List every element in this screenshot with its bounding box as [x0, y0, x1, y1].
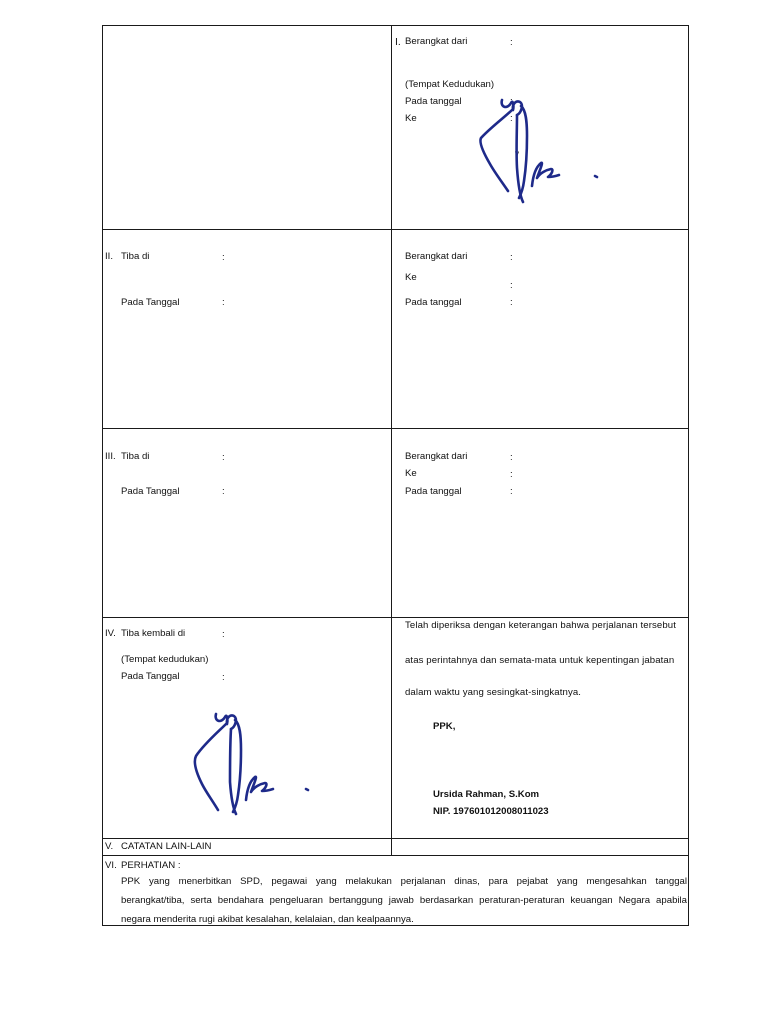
section-2-numeral: II. — [105, 251, 113, 262]
berangkat-dari-label: Berangkat dari — [405, 36, 468, 47]
perhatian-line-3: negara menderita rugi akibat kesalahan, kelalaian, dan kealpaannya. — [121, 914, 414, 925]
check-mark: v — [515, 149, 519, 158]
ke-colon: : — [510, 469, 513, 480]
ke-colon: : — [510, 113, 513, 124]
pada-tanggal-label: Pada Tanggal — [121, 671, 180, 682]
official-nip: NIP. 197601012008011023 — [433, 806, 549, 817]
statement-line-1: Telah diperiksa dengan keterangan bahwa perjalanan tersebut — [405, 620, 676, 631]
tempat-kedudukan-label: (Tempat kedudukan) — [121, 654, 209, 665]
statement-line-2: atas perintahnya dan semata-mata untuk kepentingan jabatan — [405, 655, 675, 666]
berangkat-dari-label: Berangkat dari — [405, 451, 468, 462]
tiba-di-label: Tiba di — [121, 251, 150, 262]
section-4-numeral: IV. — [105, 628, 116, 639]
row-divider-4 — [102, 838, 689, 839]
tiba-di-label: Tiba di — [121, 451, 150, 462]
pada-tanggal-colon: : — [510, 96, 513, 107]
table-border-left — [102, 25, 103, 926]
table-border-right — [688, 25, 689, 926]
section-1-numeral: I. — [395, 36, 401, 48]
pada-tanggal-colon: : — [222, 297, 225, 308]
official-name: Ursida Rahman, S.Kom — [433, 789, 540, 800]
statement-line-3: dalam waktu yang sesingkat-singkatnya. — [405, 687, 582, 698]
pada-tanggal-right-label: Pada tanggal — [405, 297, 462, 308]
perhatian-line-1: PPK yang menerbitkan SPD, pegawai yang melakukan perjalanan dinas, para pejabat yang mengesahkan tanggal — [121, 876, 687, 887]
ke-label: Ke — [405, 113, 417, 124]
ke-label: Ke — [405, 468, 417, 479]
section-3-numeral: III. — [105, 451, 116, 462]
ke-label: Ke — [405, 272, 417, 283]
row-divider-3 — [102, 617, 689, 618]
row-divider-2 — [102, 428, 689, 429]
berangkat-dari-colon: : — [510, 452, 513, 463]
perhatian-title: PERHATIAN : — [121, 860, 181, 871]
ppk-label: PPK, — [433, 721, 456, 732]
row-divider-5 — [102, 855, 689, 856]
tiba-di-colon: : — [222, 252, 225, 263]
signature-image — [186, 706, 316, 824]
tiba-di-colon: : — [222, 452, 225, 463]
column-divider — [391, 25, 392, 856]
pada-tanggal-right-label: Pada tanggal — [405, 486, 462, 497]
berangkat-dari-label: Berangkat dari — [405, 251, 468, 262]
section-6-numeral: VI. — [105, 860, 117, 871]
pada-tanggal-label: Pada tanggal — [405, 96, 462, 107]
row-divider-1 — [102, 229, 689, 230]
catatan-title: CATATAN LAIN-LAIN — [121, 841, 212, 852]
pada-tanggal-right-colon: : — [510, 297, 513, 308]
pada-tanggal-right-colon: : — [510, 486, 513, 497]
table-border-top — [102, 25, 689, 26]
signature-image — [476, 96, 606, 206]
pada-tanggal-colon: : — [222, 672, 225, 683]
tiba-kembali-di-colon: : — [222, 629, 225, 640]
perhatian-text — [121, 872, 687, 929]
berangkat-dari-colon: : — [510, 252, 513, 263]
pada-tanggal-label: Pada Tanggal — [121, 297, 180, 308]
pada-tanggal-label: Pada Tanggal — [121, 486, 180, 497]
section-5-numeral: V. — [105, 841, 114, 852]
pada-tanggal-colon: : — [222, 486, 225, 497]
tempat-kedudukan-label: (Tempat Kedudukan) — [405, 79, 495, 90]
perhatian-line-2: berangkat/tiba, serta bendahara pengeluaran bertanggung jawab berdasarkan peraturan-peraturan keuangan Negara apabila — [121, 895, 687, 906]
berangkat-dari-colon: : — [510, 37, 513, 48]
tiba-kembali-di-label: Tiba kembali di — [121, 628, 186, 639]
ke-colon: : — [510, 280, 513, 291]
